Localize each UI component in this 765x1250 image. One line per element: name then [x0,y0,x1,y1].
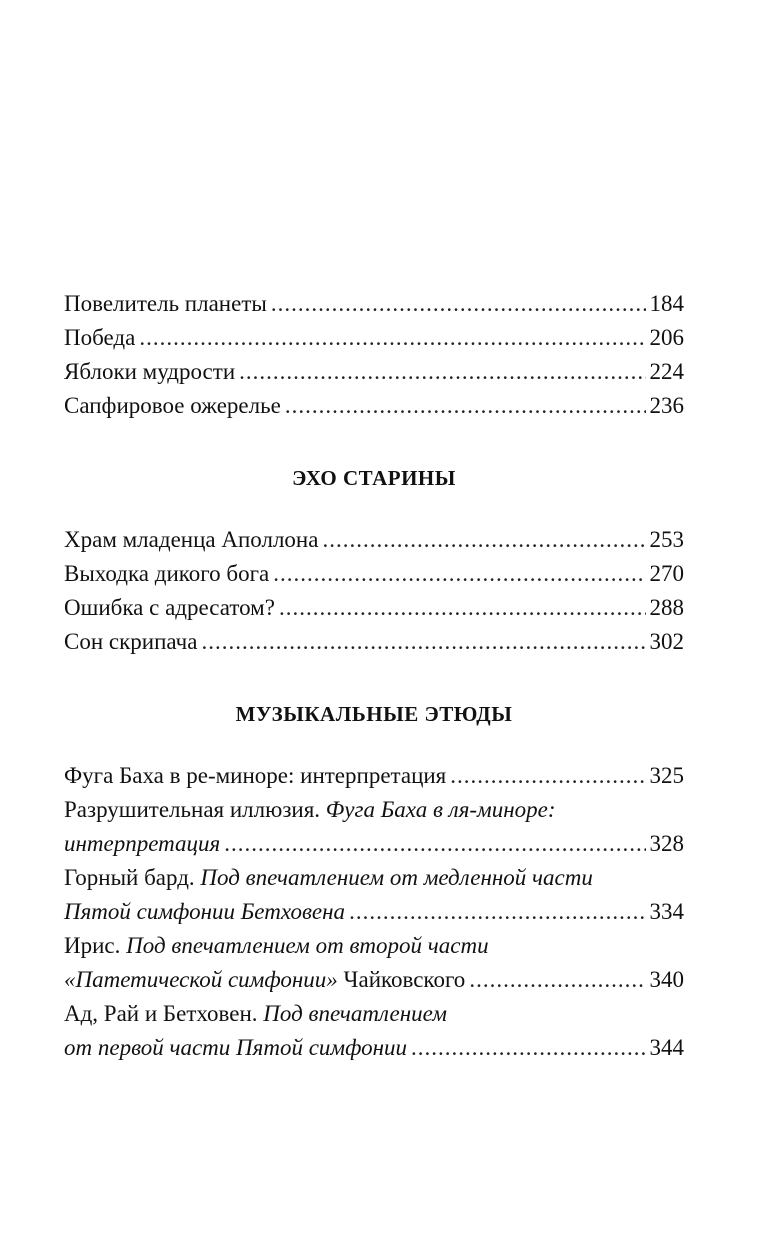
spacer [64,731,684,759]
toc-entry-title: Сапфировое ожерелье [64,393,281,418]
toc-entry-title: Ад, Рай и Бетховен. [64,1001,258,1026]
toc-entry-page: 236 [649,393,684,418]
toc-entry[interactable] [64,287,684,321]
toc-entry-line[interactable] [64,861,684,895]
spacer [64,423,684,461]
toc-entry-page: 206 [649,325,684,350]
dot-leader [469,963,645,997]
dot-leader [285,389,646,423]
toc-entry[interactable] [64,321,684,355]
toc-entry-page: 253 [649,527,684,552]
toc-entry-title: Горный бард. [64,865,195,890]
dot-leader [239,355,645,389]
dot-leader [279,591,646,625]
toc-entry-page: 334 [649,899,684,924]
toc-entry-subtitle: от первой части Пятой симфонии [64,1035,408,1060]
dot-leader [349,895,645,929]
section-heading: ЭХО СТАРИНЫ [292,466,456,490]
dot-leader [450,759,645,793]
toc-entry-subtitle: Пятой симфонии Бетховена [64,899,346,924]
toc-entry-line[interactable] [64,997,684,1031]
toc-entry-page: 328 [649,831,684,856]
toc-entry[interactable] [64,355,684,389]
toc-entry[interactable] [64,523,684,557]
toc-entry-subtitle: Под впечатлением [263,1001,447,1026]
toc-entry[interactable] [64,895,684,929]
toc-entry-page: 325 [649,763,684,788]
toc-entry[interactable] [64,389,684,423]
toc-entry[interactable] [64,1031,684,1065]
toc-entry-page: 288 [649,595,684,620]
toc-entry-title: Храм младенца Аполлона [64,527,319,552]
toc-entry-subtitle: «Патетической симфонии» [64,967,338,992]
spacer [64,495,684,523]
toc-entry-title: Ирис. [64,933,121,958]
toc-entry-title: Повелитель планеты [64,291,267,316]
toc-entry-title: Яблоки мудрости [64,359,236,384]
toc-entry-page: 184 [649,291,684,316]
section-heading: МУЗЫКАЛЬНЫЕ ЭТЮДЫ [235,702,513,726]
toc-entry-title: Ошибка с адресатом? [64,595,275,620]
table-of-contents [64,287,684,1065]
toc-entry[interactable] [64,591,684,625]
toc-entry-title: Сон скрипача [64,629,198,654]
toc-entry-subtitle: Фуга Баха в ля-миноре: [325,797,556,822]
toc-entry-subtitle: интерпретация [64,831,221,856]
toc-entry-subtitle: Под впечатлением от медленной части [200,865,593,890]
dot-leader [201,625,645,659]
toc-entry-page: 270 [649,561,684,586]
toc-entry[interactable] [64,963,684,997]
toc-entry[interactable] [64,827,684,861]
dot-leader [139,321,645,355]
toc-entry-title: Выходка дикого бога [64,561,270,586]
toc-entry-title-wrap [64,963,465,997]
dot-leader [411,1031,645,1065]
dot-leader [322,523,645,557]
toc-entry-title-tail: Чайковского [343,967,466,992]
spacer [64,659,684,697]
toc-entry-subtitle: Под впечатлением от второй части [126,933,489,958]
toc-entry-title: Фуга Баха в ре-миноре: интерпретация [64,763,447,788]
toc-entry-title: Победа [64,325,136,350]
toc-entry-page: 302 [649,629,684,654]
dot-leader [224,827,645,861]
toc-entry-page: 224 [649,359,684,384]
toc-entry-line[interactable] [64,793,684,827]
toc-entry[interactable] [64,625,684,659]
toc-entry-page: 344 [649,1035,684,1060]
toc-entry[interactable] [64,759,684,793]
dot-leader [271,287,646,321]
toc-entry-page: 340 [649,967,684,992]
toc-entry-line[interactable] [64,929,684,963]
toc-entry[interactable] [64,557,684,591]
dot-leader [273,557,645,591]
toc-entry-title: Разрушительная иллюзия. [64,797,321,822]
